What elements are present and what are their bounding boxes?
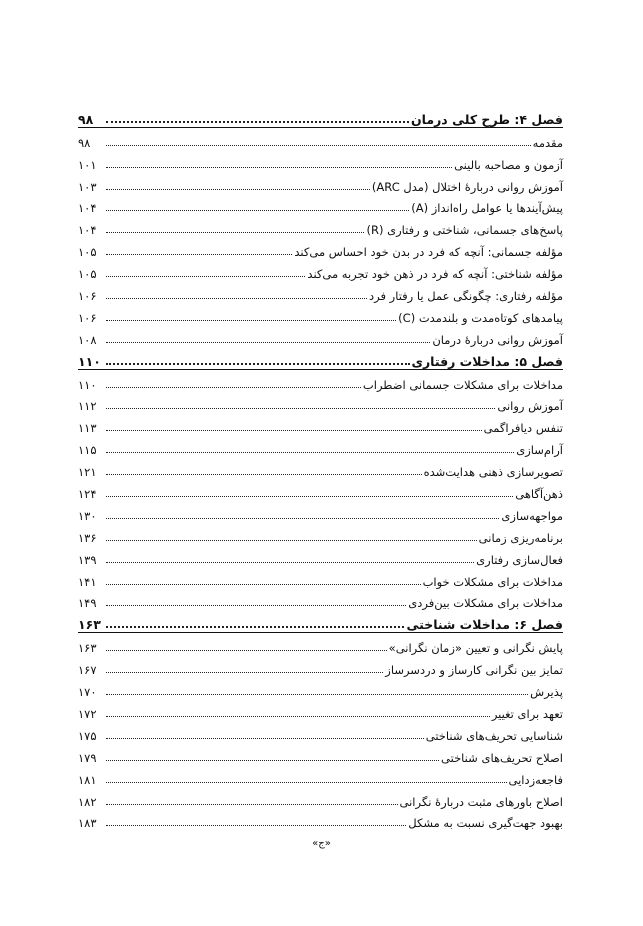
- dot-leader: [106, 145, 531, 146]
- toc-entry-page-number: ۱۰۱: [78, 157, 97, 172]
- toc-entry-page-number: ۱۱۳: [78, 421, 97, 436]
- toc-entry: [78, 699, 563, 721]
- toc-chapter-heading: [78, 610, 563, 633]
- toc-entry-page-number: ۱۳۶: [78, 530, 97, 545]
- dot-leader: [106, 474, 422, 475]
- toc-entry: [78, 479, 563, 501]
- toc-entry: [78, 677, 563, 699]
- toc-entry-title: مداخلات برای مشکلات خواب: [422, 574, 563, 589]
- toc-entry-page-number: ۱۱۰: [78, 353, 101, 369]
- toc-entry: [78, 392, 563, 414]
- dot-leader: [106, 452, 514, 453]
- toc-entry-page-number: ۹۸: [78, 135, 91, 150]
- toc-entry-title: پاسخ‌های جسمانی، شناختی و رفتاری (R): [366, 223, 563, 238]
- toc-entry: [78, 172, 563, 194]
- toc-entry: [78, 809, 563, 831]
- toc-entry: [78, 765, 563, 787]
- toc-entry: [78, 215, 563, 237]
- toc-entry-title: تمایز بین نگرانی کارساز و دردسرساز: [385, 663, 563, 678]
- dot-leader: [106, 672, 383, 673]
- toc-entry: [78, 501, 563, 523]
- toc-entry-title: آزمون و مصاحبه بالینی: [454, 157, 563, 172]
- toc-entry: [78, 589, 563, 611]
- dot-leader: [106, 121, 409, 123]
- toc-entry-title: پیامدهای کوتاه‌مدت و بلندمدت (C): [398, 310, 563, 325]
- toc-chapter-heading: [78, 347, 563, 370]
- toc-entry-page-number: ۱۴۱: [78, 574, 97, 589]
- toc-entry-page-number: ۱۸۳: [78, 816, 97, 831]
- dot-leader: [106, 363, 410, 365]
- dot-leader: [106, 387, 361, 388]
- toc-entry-title: آرام‌سازی: [516, 443, 563, 458]
- dot-leader: [106, 694, 528, 695]
- toc-entry-title: تصویرسازی ذهنی هدایت‌شده: [423, 465, 563, 480]
- toc-entry-page-number: ۱۶۷: [78, 663, 97, 678]
- toc-entry-title: بهبود جهت‌گیری نسبت به مشکل: [408, 816, 563, 831]
- toc-entry-page-number: ۱۳۰: [78, 508, 97, 523]
- dot-leader: [106, 760, 439, 761]
- toc-entry-title: برنامه‌ریزی زمانی: [478, 530, 563, 545]
- toc-entry-page-number: ۱۸۲: [78, 794, 97, 809]
- toc-entry-title: مؤلفه شناختی: آنچه که فرد در ذهن خود تجربه می‌کند: [307, 267, 563, 282]
- toc-entry: [78, 545, 563, 567]
- toc-entry: [78, 457, 563, 479]
- toc-entry-title: پایش نگرانی و تعیین «زمان نگرانی»: [388, 641, 563, 656]
- dot-leader: [106, 626, 404, 628]
- toc-entry-page-number: ۱۶۳: [78, 617, 101, 633]
- toc-entry: [78, 523, 563, 545]
- toc-entry: [78, 655, 563, 677]
- toc-entry-page-number: ۱۷۰: [78, 685, 97, 700]
- toc-entry-page-number: ۱۰۶: [78, 310, 97, 325]
- toc-entry: [78, 370, 563, 392]
- dot-leader: [106, 584, 421, 585]
- dot-leader: [106, 518, 499, 519]
- dot-leader: [106, 342, 430, 343]
- table-of-contents: [78, 105, 563, 830]
- toc-entry-page-number: ۱۰۵: [78, 267, 97, 282]
- dot-leader: [106, 562, 474, 563]
- toc-entry: [78, 633, 563, 655]
- toc-entry: [78, 128, 563, 150]
- toc-entry-title: فصل ۵: مداخلات رفتاری: [411, 353, 563, 369]
- toc-entry-title: آموزش روانی: [497, 399, 563, 414]
- dot-leader: [106, 825, 406, 826]
- toc-entry-page-number: ۱۳۹: [78, 552, 97, 567]
- dot-leader: [106, 320, 396, 321]
- toc-entry-title: مؤلفه رفتاری: چگونگی عمل یا رفتار فرد: [369, 289, 563, 304]
- dot-leader: [106, 254, 292, 255]
- toc-entry: [78, 237, 563, 259]
- dot-leader: [106, 605, 406, 606]
- dot-leader: [106, 782, 507, 783]
- toc-entry-title: شناسایی تحریف‌های شناختی: [425, 728, 563, 743]
- toc-entry-title: فصل ۶: مداخلات شناختی: [406, 617, 563, 633]
- toc-entry-page-number: ۱۷۲: [78, 706, 97, 721]
- toc-entry-page-number: ۱۴۹: [78, 596, 97, 611]
- toc-entry: [78, 567, 563, 589]
- toc-entry-title: پیش‌آیندها یا عوامل راه‌انداز (A): [411, 201, 563, 216]
- toc-entry: [78, 194, 563, 216]
- toc-entry-page-number: ۱۱۵: [78, 443, 97, 458]
- toc-entry-page-number: ۱۰۴: [78, 223, 97, 238]
- toc-entry-title: آموزش روانی دربارهٔ درمان: [432, 332, 563, 347]
- dot-leader: [106, 430, 482, 431]
- toc-entry-title: مؤلفه جسمانی: آنچه که فرد در بدن خود احساس می‌کند: [294, 245, 563, 260]
- toc-entry-title: ذهن‌آگاهی: [515, 487, 563, 502]
- dot-leader: [106, 496, 513, 497]
- toc-entry-page-number: ۱۰۶: [78, 289, 97, 304]
- dot-leader: [106, 650, 387, 651]
- toc-entry: [78, 325, 563, 347]
- toc-entry-page-number: ۱۱۰: [78, 377, 97, 392]
- toc-entry: [78, 787, 563, 809]
- toc-entry-title: فاجعه‌زدایی: [508, 772, 563, 787]
- toc-entry: [78, 150, 563, 172]
- toc-entry-title: مداخلات برای مشکلات بین‌فردی: [408, 596, 563, 611]
- toc-entry: [78, 743, 563, 765]
- toc-entry-page-number: ۱۰۵: [78, 245, 97, 260]
- toc-entry: [78, 413, 563, 435]
- toc-entry-page-number: ۱۲۱: [78, 465, 97, 480]
- toc-entry-title: مقدمه: [532, 135, 563, 150]
- toc-entry-title: اصلاح باورهای مثبت دربارهٔ نگرانی: [399, 794, 563, 809]
- toc-chapter-heading: [78, 105, 563, 128]
- toc-entry-page-number: ۱۷۹: [78, 750, 97, 765]
- dot-leader: [106, 408, 495, 409]
- toc-entry-page-number: ۱۰۸: [78, 332, 97, 347]
- page-folio: «ج»: [312, 838, 331, 849]
- toc-entry-page-number: ۱۲۴: [78, 487, 97, 502]
- toc-entry: [78, 303, 563, 325]
- dot-leader: [106, 738, 424, 739]
- toc-entry-page-number: ۹۸: [78, 111, 94, 127]
- toc-entry: [78, 721, 563, 743]
- dot-leader: [106, 210, 409, 211]
- toc-entry-page-number: ۱۸۱: [78, 772, 97, 787]
- toc-entry: [78, 435, 563, 457]
- toc-entry-page-number: ۱۶۳: [78, 641, 97, 656]
- toc-entry-page-number: ۱۷۵: [78, 728, 97, 743]
- toc-entry-title: تعهد برای تغییر: [491, 706, 563, 721]
- toc-entry-title: تنفس دیافراگمی: [483, 421, 563, 436]
- toc-entry-title: اصلاح تحریف‌های شناختی: [441, 750, 563, 765]
- dot-leader: [106, 276, 305, 277]
- toc-entry-title: فصل ۴: طرح کلی درمان: [411, 111, 563, 127]
- dot-leader: [106, 189, 370, 190]
- dot-leader: [106, 540, 477, 541]
- dot-leader: [106, 232, 364, 233]
- toc-entry-title: مداخلات برای مشکلات جسمانی اضطراب: [362, 377, 563, 392]
- toc-entry-page-number: ۱۰۳: [78, 179, 97, 194]
- toc-entry-title: آموزش روانی دربارهٔ اختلال (مدل ARC): [371, 179, 563, 194]
- toc-entry: [78, 259, 563, 281]
- toc-entry-title: مواجهه‌سازی: [501, 508, 563, 523]
- toc-entry-title: فعال‌سازی رفتاری: [476, 552, 563, 567]
- dot-leader: [106, 804, 398, 805]
- dot-leader: [106, 298, 367, 299]
- dot-leader: [106, 167, 452, 168]
- toc-entry-page-number: ۱۰۴: [78, 201, 97, 216]
- toc-entry-page-number: ۱۱۲: [78, 399, 97, 414]
- dot-leader: [106, 716, 490, 717]
- toc-entry-title: پذیرش: [530, 685, 563, 700]
- toc-entry: [78, 281, 563, 303]
